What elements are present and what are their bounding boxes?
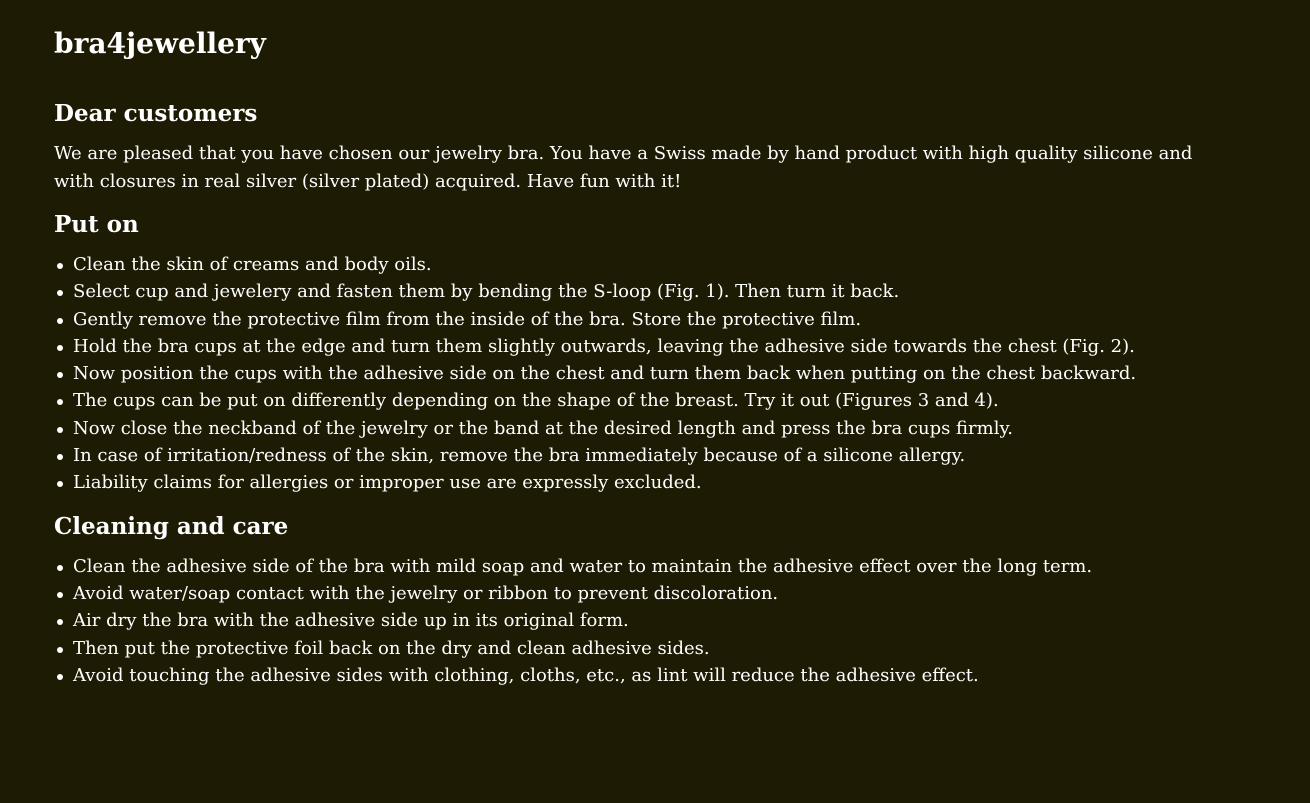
list-item: The cups can be put on differently depending on the shape of the breast. Try it out (Figures 3 and 4). xyxy=(54,387,1256,414)
put-on-heading: Put on xyxy=(54,211,139,238)
list-item: Clean the skin of creams and body oils. xyxy=(54,251,1256,278)
intro-paragraph: We are pleased that you have chosen our jewelry bra. You have a Swiss made by hand product with high quality silicone and with closures in real silver (silver plated) acquired. Have fun with it! xyxy=(54,143,1193,192)
list-item: Now close the neckband of the jewelry or the band at the desired length and press the bra cups firmly. xyxy=(54,415,1256,442)
list-item: Select cup and jewelery and fasten them by bending the S-loop (Fig. 1). Then turn it back. xyxy=(54,278,1256,305)
intro-heading: Dear customers xyxy=(54,100,258,127)
cleaning-list xyxy=(54,553,1256,689)
list-item: Clean the adhesive side of the bra with mild soap and water to maintain the adhesive effect over the long term. xyxy=(54,553,1256,580)
list-item: Avoid touching the adhesive sides with clothing, cloths, etc., as lint will reduce the adhesive effect. xyxy=(54,662,1256,689)
site-title: bra4jewellery xyxy=(54,27,266,60)
put-on-list xyxy=(54,251,1256,497)
list-item: Gently remove the protective film from the inside of the bra. Store the protective film. xyxy=(54,306,1256,333)
cleaning-heading: Cleaning and care xyxy=(54,512,289,540)
list-item: In case of irritation/redness of the skin, remove the bra immediately because of a silicone allergy. xyxy=(54,442,1256,469)
list-item: Air dry the bra with the adhesive side up in its original form. xyxy=(54,607,1256,634)
list-item: Hold the bra cups at the edge and turn them slightly outwards, leaving the adhesive side towards the chest (Fig. 2). xyxy=(54,333,1256,360)
list-item: Liability claims for allergies or improper use are expressly excluded. xyxy=(54,469,1256,496)
list-item: Now position the cups with the adhesive side on the chest and turn them back when putting on the chest backward. xyxy=(54,360,1256,387)
list-item: Avoid water/soap contact with the jewelry or ribbon to prevent discoloration. xyxy=(54,580,1256,607)
list-item: Then put the protective foil back on the dry and clean adhesive sides. xyxy=(54,635,1256,662)
